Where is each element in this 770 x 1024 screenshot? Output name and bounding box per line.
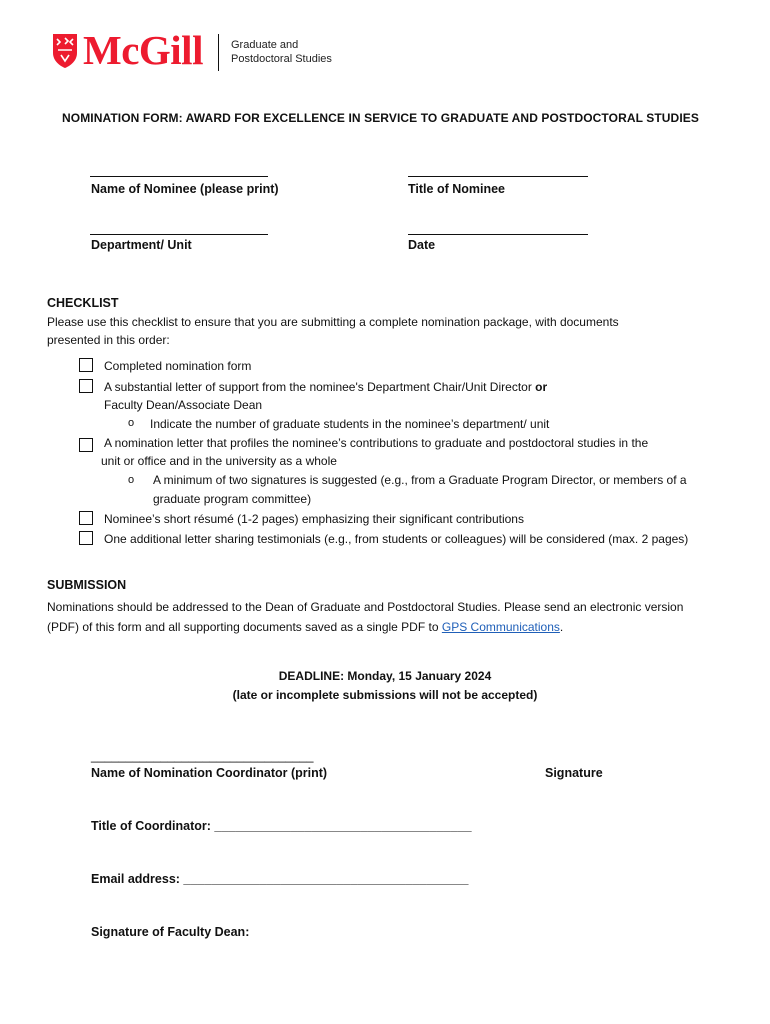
nominee-name-label: Name of Nominee (please print): [91, 182, 279, 196]
letter-support-or: or: [535, 380, 548, 394]
submission-line1: Nominations should be addressed to the Dean of Graduate and Postdoctoral Studies. Please send an electronic version: [47, 600, 684, 614]
letter-support-text: A substantial letter of support from the nominee's Department Chair/Unit Director: [104, 380, 532, 394]
department-line[interactable]: [90, 234, 268, 235]
coordinator-email-label: Email address:: [91, 872, 184, 886]
unit-name: [231, 38, 332, 66]
department-label: Department/ Unit: [91, 238, 192, 252]
checklist-intro: [47, 313, 619, 349]
sub-bullet: o: [128, 417, 135, 429]
checkbox-resume[interactable]: [79, 511, 93, 525]
submission-line2: [47, 617, 683, 637]
checklist-item-nomination-form: Completed nomination form: [104, 359, 252, 373]
checkbox-nomination-letter[interactable]: [79, 438, 93, 452]
form-title: NOMINATION FORM: AWARD FOR EXCELLENCE IN SERVICE TO GRADUATE AND POSTDOCTORAL STUDIES: [62, 111, 699, 125]
logo-divider: [218, 34, 219, 71]
deadline-line1: DEADLINE: Monday, 15 January 2024: [278, 669, 492, 683]
checklist-intro-line1: Please use this checklist to ensure that you are submitting a complete nomination package, with documents: [47, 315, 619, 329]
mcgill-shield-icon: [52, 33, 78, 69]
coordinator-title-label: Title of Coordinator:: [91, 819, 215, 833]
nomination-letter-subitem-line2: graduate program committee): [153, 492, 312, 506]
deadline: [0, 667, 770, 705]
submission-line2-suffix: .: [559, 620, 564, 634]
nominee-name-line[interactable]: [90, 176, 268, 177]
coordinator-email-blank[interactable]: _________________________________________: [183, 872, 469, 886]
coordinator-title-row: [91, 819, 472, 833]
checklist-intro-line2: presented in this order:: [47, 333, 170, 347]
checklist-item-resume: Nominee’s short résumé (1-2 pages) emphasizing their significant contributions: [104, 512, 524, 526]
date-label: Date: [408, 238, 436, 252]
nominee-title-label: Title of Nominee: [408, 182, 506, 196]
letter-support-subitem: Indicate the number of graduate students in the nominee’s department/ unit: [150, 417, 550, 431]
faculty-dean-signature-label: Signature of Faculty Dean:: [91, 925, 250, 939]
submission-text: [47, 597, 683, 637]
coordinator-signature-label: Signature: [545, 766, 603, 780]
checklist-item-letter-of-support: [104, 378, 547, 397]
checklist-heading: CHECKLIST: [47, 296, 119, 310]
nomination-letter-subitem-line1: A minimum of two signatures is suggested (e.g., from a Graduate Program Director, or members of a: [153, 473, 687, 487]
coordinator-email-row: [91, 872, 468, 886]
date-line[interactable]: [408, 234, 588, 235]
checklist-item-testimonial-letter: One additional letter sharing testimonials (e.g., from students or colleagues) will be considered (max. 2 pages): [104, 532, 689, 546]
letter-support-line2: Faculty Dean/Associate Dean: [104, 398, 263, 412]
coordinator-title-blank[interactable]: _____________________________________: [214, 819, 472, 833]
checkbox-nomination-form[interactable]: [79, 358, 93, 372]
coordinator-name-blank[interactable]: ________________________________: [91, 749, 314, 763]
nomination-letter-line2: unit or office and in the university as a whole: [101, 454, 337, 468]
checklist-item-nomination-letter: A nomination letter that profiles the nominee’s contributions to graduate and postdoctoral studies in the: [104, 436, 649, 450]
deadline-line2: (late or incomplete submissions will not be accepted): [232, 688, 538, 702]
checkbox-testimonial-letter[interactable]: [79, 531, 93, 545]
gps-communications-link[interactable]: GPS Communications: [441, 620, 560, 634]
sub-bullet: o: [128, 474, 135, 486]
submission-line2-prefix: (PDF) of this form and all supporting documents saved as a single PDF to: [47, 620, 439, 634]
submission-heading: SUBMISSION: [47, 578, 127, 592]
unit-name-line2: Postdoctoral Studies: [231, 53, 332, 65]
unit-name-line1: Graduate and: [231, 39, 299, 51]
mcgill-wordmark: McGill: [83, 27, 203, 73]
coordinator-name-label: Name of Nomination Coordinator (print): [91, 766, 328, 780]
nominee-title-line[interactable]: [408, 176, 588, 177]
checkbox-letter-of-support[interactable]: [79, 379, 93, 393]
